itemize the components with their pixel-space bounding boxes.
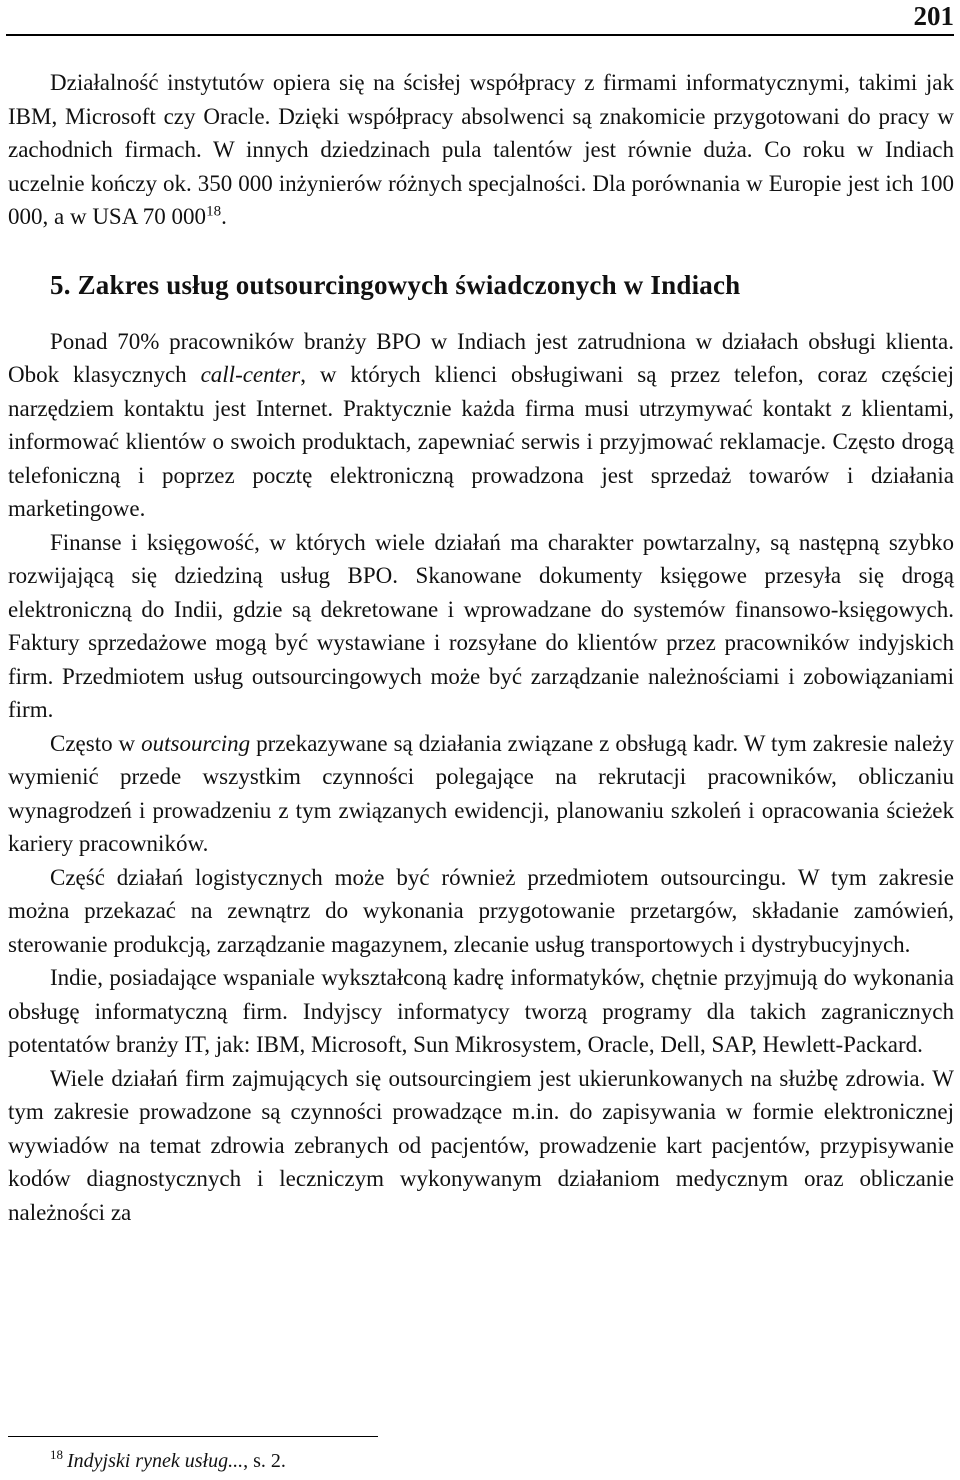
page-number: 201 [913, 1, 954, 31]
footnote [50, 1448, 286, 1474]
paragraph-finance: Finanse i księgowość, w których wiele działań ma charakter powtarzalny, są następną szybko rozwijającą się dziedziną usług BPO. Skanowane dokumenty księgowe przesyła się drogą elektroniczną do Indii, gdzie są dekretowane i wprowadzane do systemów finansowo-księgowych. Faktury sprzedażowe mogą być wystawiane i rozsyłane do klientów przez pracowników indyjskich firm. Przedmiotem usług outsourcingowych może być zarządzanie należnościami i zobowiązaniami firm. [8, 529, 954, 722]
section-heading: 5. Zakres usług outsourcingowych świadczonych w Indiach [50, 269, 741, 300]
paragraph-hr: Często w outsourcing przekazywane są działania związane z obsługą kadr. W tym zakresie należy wymienić przede wszystkim czynności polegające na rekrutacji pracowników, obliczaniu wynagrodzeń i prowadzeniu z tym związanych ewidencji, planowaniu szkoleń i opracowania ścieżek kariery pracowników. [8, 730, 954, 856]
body-text [8, 66, 954, 1229]
footnote-number: 18 [50, 1447, 63, 1463]
paragraph-customer-service: Ponad 70% pracowników branży BPO w Indiach jest zatrudniona w działach obsługi klienta. Obok klasycznych call-center, w których klienci obsługiwani są przez telefon, coraz częściej narzędziem kontaktu jest Internet. Praktycznie każda firma musi utrzymywać kontakt z klientami, informować klientów o swoich produktach, zapewniać serwis i przyjmować reklamacje. Często drogą telefoniczną i poprzez pocztę elektroniczną prowadzona jest sprzedaż towarów i działania marketingowe. [8, 328, 954, 521]
header-rule [6, 34, 954, 36]
footnote-ref[interactable]: 18 [206, 203, 222, 220]
paragraph-health: Wiele działań firm zajmujących się outsourcingiem jest ukierunkowanych na służbę zdrowia. W tym zakresie prowadzone są czynności prowadzące m.in. do zapisywania w formie elektronicznej wywiadów na temat zdrowia zebranych od pacjentów, prowadzenie kart pacjentów, przypisywanie kodów diagnostycznych i leczniczym wykonywanym działaniom medycznym oraz obliczanie należności za [8, 1065, 954, 1225]
footnote-rest: , s. 2. [243, 1450, 286, 1472]
paragraph-logistics: Część działań logistycznych może być również przedmiotem outsourcingu. W tym zakresie można przekazać na zewnątrz do wykonania przygotowanie przetargów, składanie zamówień, sterowanie produkcją, zarządzanie magazynem, zlecanie usług transportowych i dystrybucyjnych. [8, 864, 954, 957]
footnote-title: Indyjski rynek usług... [67, 1450, 244, 1472]
footnote-rule [8, 1436, 378, 1437]
paragraph-it: Indie, posiadające wspaniale wykształconą kadrę informatyków, chętnie przyjmują do wykonania obsługę informatyczną firm. Indyjscy informatycy tworzą programy dla takich zagranicznych potentatów branży IT, jak: IBM, Microsoft, Sun Mikrosystem, Oracle, Dell, SAP, Hewlett-Packard. [8, 965, 954, 1057]
intro-paragraph: Działalność instytutów opiera się na ścisłej współpracy z firmami informatycznymi, takimi jak IBM, Microsoft czy Oracle. Dzięki współpracy absolwenci są znakomicie przygotowani do pracy w zachodnich firmach. W innych dziedzinach pula talentów jest równie duża. Co roku w Indiach uczelnie kończy ok. 350 000 inżynierów różnych specjalności. Dla porównania w Europie jest ich 100 000, a w USA 70 $000^{18}$. [8, 70, 954, 229]
